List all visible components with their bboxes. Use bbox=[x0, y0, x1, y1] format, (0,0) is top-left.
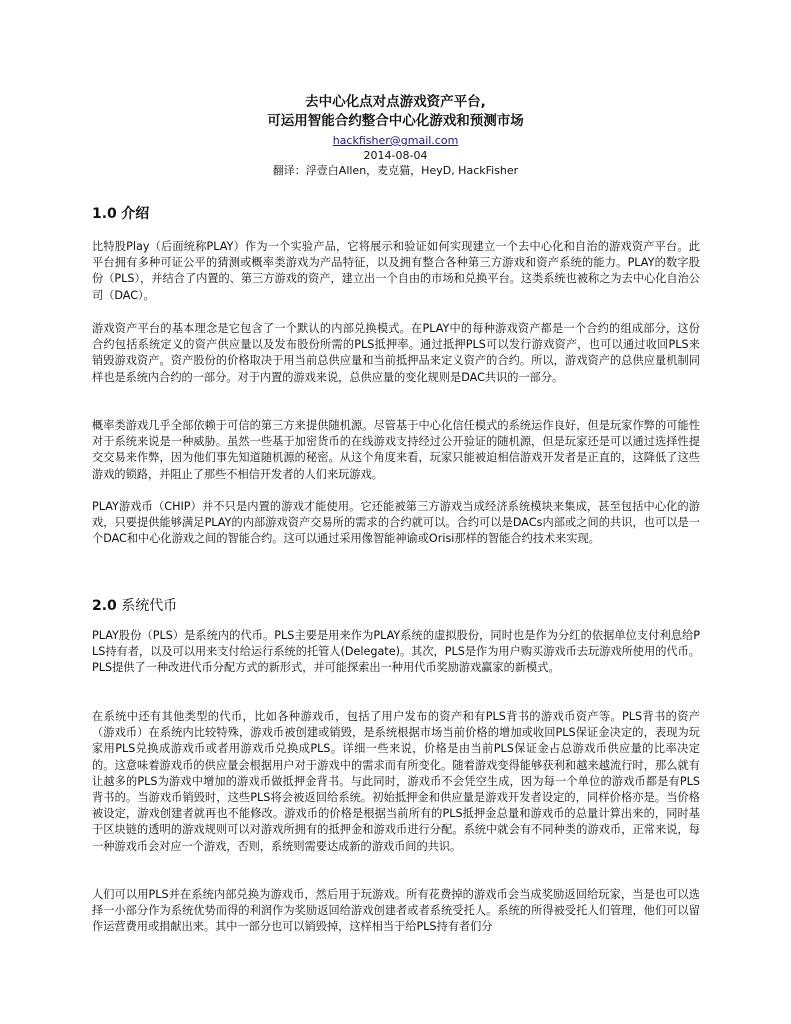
section-number: 2.0 bbox=[92, 598, 117, 614]
section-title: 系统代币 bbox=[121, 598, 178, 614]
tokens-paragraph-3 bbox=[92, 887, 700, 936]
intro-paragraph-1 bbox=[92, 239, 700, 304]
section-title: 介绍 bbox=[121, 206, 150, 222]
tokens-paragraph-1 bbox=[92, 628, 700, 677]
tokens-paragraph-2 bbox=[92, 709, 700, 855]
section-number: 1.0 bbox=[92, 206, 117, 222]
section-introduction bbox=[92, 204, 700, 224]
section-system-tokens bbox=[92, 596, 700, 616]
section-heading bbox=[92, 596, 700, 616]
paragraph: 概率类游戏几乎全部依赖于可信的第三方来提供随机源。尽管基于中心化信任模式的系统运作良好，但是玩家作弊的可能性对于系统来说是一种威胁。虽然一些基于加密货币的在线游戏支持经过公开验证的随机源，但是玩家还是可以通过选择性提交交易来作弊，因为他们事先知道随机源的秘密。从这个角度来看，玩家只能被迫相信游戏开发者是正直的，这降低了这些游戏的锁路，并阻止了那些不相信开发者的人们来玩游戏。 bbox=[92, 419, 700, 481]
paragraph: 比特股Play（后面统称PLAY）作为一个实验产品，它将展示和验证如何实现建立一个去中心化和自治的游戏资产平台。此平台拥有多种可证公平的猜测或概率类游戏为产品特征，以及拥有整合各种第三方游戏和资产系统的能力。PLAY的数字股份（PLS），并结合了内置的、第三方游戏的资产，建立出一个自由的市场和兑换平台。这类系统也被称之为去中心化自治公司（DAC）。 bbox=[92, 240, 700, 302]
paragraph: 人们可以用PLS并在系统内部兑换为游戏币，然后用于玩游戏。所有花费掉的游戏币会当成奖励返回给玩家，当是也可以选择一小部分作为系统优势而得的利润作为奖励返回给游戏创建者或者系统受托人。系统的所得被受托人们管理，他们可以留作运营费用或捐献出来。其中一部分也可以销毁掉，这样相当于给PLS持有者们分 bbox=[92, 888, 700, 934]
author-email-link[interactable]: hackfisher@gmail.com bbox=[332, 134, 459, 147]
section-heading bbox=[92, 204, 700, 224]
translators-line: 翻译：浮壹白Allen，麦克猫，HeyD, HackFisher bbox=[272, 164, 519, 177]
paragraph: PLAY股份（PLS）是系统内的代币。PLS主要是用来作为PLAY系统的虚拟股份，同时也是作为分红的依据单位支付利息给PLS持有者，以及可以用来支付给运行系统的托管人(Delegate)。其次，PLS是作为用户购买游戏币去玩游戏所使用的代币。PLS提供了一种改进代币分配方式的新形式，并可能探索出一种用代币奖励游戏赢家的新模式。 bbox=[92, 629, 700, 675]
intro-paragraph-2 bbox=[92, 321, 700, 386]
intro-paragraph-4 bbox=[92, 499, 700, 548]
paragraph: PLAY游戏币（CHIP）并不只是内置的游戏才能使用。它还能被第三方游戏当成经济系统模块来集成，甚至包括中心化的游戏，只要提供能够满足PLAY的内部游戏资产交易所的需求的合约就可以。合约可以是DACs内部或之间的共识，也可以是一个DAC和中心化游戏之间的智能合约。这可以通过采用像智能神谕或Orisi那样的智能合约技术来实现。 bbox=[92, 500, 700, 546]
paragraph: 游戏资产平台的基本理念是它包含了一个默认的内部兑换模式。在PLAY中的每种游戏资产都是一个合约的组成部分，这份合约包括系统定义的资产供应量以及发布股份所需的PLS抵押率。通过抵押PLS可以发行游戏资产，也可以通过收回PLS来销毁游戏资产。资产股份的价格取决于用当前总供应量和当前抵押品来定义资产的合约。所以，游戏资产的总供应量机制同样也是系统内合约的一部分。对于内置的游戏来说，总供应量的变化规则是DAC共识的一部分。 bbox=[92, 322, 700, 384]
paragraph: 在系统中还有其他类型的代币，比如各种游戏币，包括了用户发布的资产和有PLS背书的游戏币资产等。PLS背书的资产（游戏币）在系统内比较特殊，游戏币被创建或销毁，是系统根据市场当前价格的增加或收回PLS保证金决定的，表现为玩家用PLS兑换成游戏币或者用游戏币兑换成PLS。详细一些来说，价格是由当前PLS保证金占总游戏币供应量的比率决定的。这意味着游戏币的供应量会根据用户对于游戏中的需求而有所变化。随着游戏变得能够获利和越来越流行时，那么就有让越多的PLS为游戏中增加的游戏币做抵押金背书。与此同时，游戏币不会凭空生成，因为每一个单位的游戏币都是有PLS背书的。当游戏币销毁时，这些PLS将会被返回给系统。初始抵押金和供应量是游戏开发者设定的，同样价格亦是。当价格被设定，游戏创建者就再也不能修改。游戏币的价格是根据当前所有的PLS抵押金总量和游戏币的总量计算出来的，同时基于区块链的透明的游戏规则可以对游戏所拥有的抵押金和游戏币进行分配。系统中就会有不同种类的游戏币，正常来说，每一种游戏币会对应一个游戏，否则，系统则需要达成新的游戏币间的共识。 bbox=[92, 710, 700, 853]
intro-paragraph-3 bbox=[92, 418, 700, 483]
document-header bbox=[0, 93, 791, 178]
title-line-1: 去中心化点对点游戏资产平台, bbox=[305, 94, 486, 110]
document-date: 2014-08-04 bbox=[363, 149, 428, 162]
title-line-2: 可运用智能合约整合中心化游戏和预测市场 bbox=[267, 113, 524, 129]
